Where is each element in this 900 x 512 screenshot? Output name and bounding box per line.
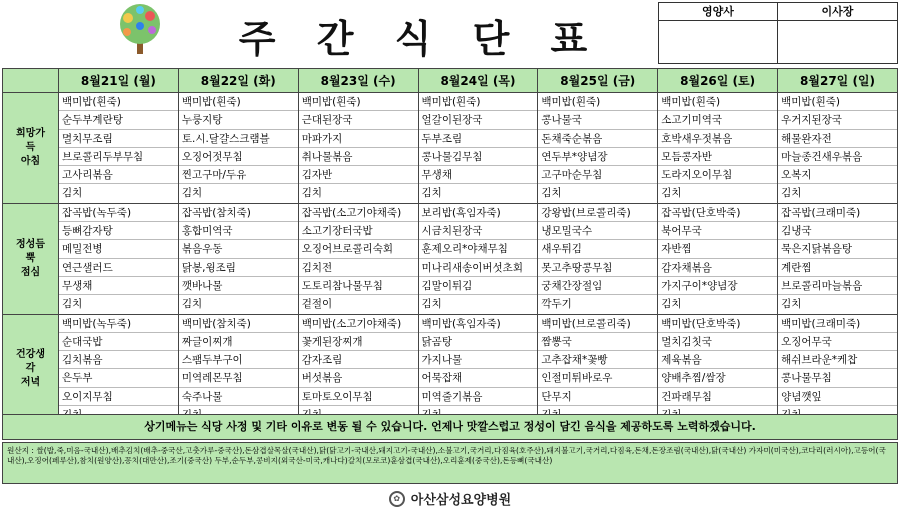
menu-item: 마파가지	[299, 130, 418, 148]
menu-item: 김치	[781, 187, 802, 200]
menu-item: 콩나물김무침	[419, 148, 538, 166]
menu-item: 백미밥(흑임자죽)	[419, 315, 538, 333]
menu-item: 김치	[541, 187, 562, 200]
menu-item: 순대국밥	[59, 333, 178, 351]
day-menu-cell	[418, 203, 538, 314]
menu-item: 김말이튀김	[419, 277, 538, 295]
day-menu-cell	[298, 314, 418, 425]
menu-item: 가지구이*양념장	[658, 277, 777, 295]
menu-item: 백미밥(흰죽)	[778, 93, 897, 111]
menu-item: 미역레몬무침	[179, 369, 298, 387]
menu-item: 오복지	[778, 166, 897, 184]
menu-item: 김치전	[299, 259, 418, 277]
menu-item: 순두부계란탕	[59, 111, 178, 129]
menu-item: 콩나물무침	[778, 369, 897, 387]
menu-item: 제육볶음	[658, 351, 777, 369]
day-header: 8월23일 (수)	[298, 69, 418, 93]
menu-item: 김치볶음	[59, 351, 178, 369]
menu-item: 백미밥(브로콜리죽)	[538, 315, 657, 333]
menu-item: 우거지된장국	[778, 111, 897, 129]
menu-item: 훈제오리*야채무침	[419, 240, 538, 258]
day-menu-cell	[59, 314, 179, 425]
menu-item: 깍두기	[541, 298, 572, 311]
menu-item: 양배추찜/쌈장	[658, 369, 777, 387]
day-header: 8월27일 (일)	[778, 69, 898, 93]
menu-item: 김치	[62, 187, 83, 200]
day-header: 8월26일 (토)	[658, 69, 778, 93]
menu-item: 백미밥(단호박죽)	[658, 315, 777, 333]
menu-item: 계란찜	[778, 259, 897, 277]
menu-item: 두부조림	[419, 130, 538, 148]
menu-item: 김치	[421, 298, 442, 311]
menu-item: 마늘종건새우볶음	[778, 148, 897, 166]
meal-label: 건강생 각 저녁	[3, 314, 59, 425]
day-menu-cell	[658, 93, 778, 204]
day-menu-cell	[59, 203, 179, 314]
menu-item: 백미밥(흰죽)	[299, 93, 418, 111]
menu-item: 연근샐러드	[59, 259, 178, 277]
menu-item: 은두부	[59, 369, 178, 387]
menu-item: 인절미튀바로우	[538, 369, 657, 387]
menu-item: 김자반	[299, 166, 418, 184]
menu-item: 겉절이	[301, 298, 333, 311]
menu-item: 미역줄기볶음	[419, 388, 538, 406]
menu-item: 토마토오이무침	[299, 388, 418, 406]
menu-item: 잡곡밥(소고기야채죽)	[299, 204, 418, 222]
menu-item: 궁채간장절임	[538, 277, 657, 295]
menu-item: 무생채	[419, 166, 538, 184]
day-header-row	[3, 69, 898, 93]
meal-label: 정성듬 뿍 점심	[3, 203, 59, 314]
menu-item: 닭봉,윙조림	[179, 259, 298, 277]
menu-item: 건파래무침	[658, 388, 777, 406]
menu-item: 짜글이찌개	[179, 333, 298, 351]
menu-item: 등뼈감자탕	[59, 222, 178, 240]
day-menu-cell	[298, 203, 418, 314]
menu-item: 근대된장국	[299, 111, 418, 129]
menu-item: 메밀전병	[59, 240, 178, 258]
day-menu-cell	[538, 93, 658, 204]
weekly-menu-table	[2, 68, 898, 425]
menu-item: 백미밥(흰죽)	[59, 93, 178, 111]
menu-change-notice: 상기메뉴는 식당 사정 및 기타 이유로 변동 될 수 있습니다. 언제나 맛깔스럽고 정성이 담긴 음식을 제공하도록 노력하겠습니다.	[2, 414, 898, 440]
menu-item: 백미밥(녹두죽)	[59, 315, 178, 333]
menu-item: 김치	[661, 298, 682, 311]
menu-item: 홍합미역국	[179, 222, 298, 240]
menu-item: 얼갈이된장국	[419, 111, 538, 129]
menu-item: 새우튀김	[538, 240, 657, 258]
page-title: 주 간 식 단 표	[238, 17, 602, 61]
day-header: 8월25일 (금)	[538, 69, 658, 93]
corner-cell	[3, 69, 59, 93]
menu-item: 잡곡밥(녹두죽)	[59, 204, 178, 222]
menu-item: 고추잡채*꽃빵	[538, 351, 657, 369]
menu-item: 짬뽕국	[538, 333, 657, 351]
menu-item: 김치	[62, 298, 83, 311]
hospital-emblem-icon: ✿	[389, 491, 405, 507]
footer	[0, 484, 900, 512]
day-menu-cell	[658, 203, 778, 314]
menu-item: 김치	[661, 187, 682, 200]
menu-item: 오징어무국	[778, 333, 897, 351]
menu-item: 백미밥(크래미죽)	[778, 315, 897, 333]
menu-item: 백미밥(소고기야채죽)	[299, 315, 418, 333]
approval-label-nutritionist: 영양사	[659, 3, 778, 21]
menu-item: 해쉬브라운*케찹	[778, 351, 897, 369]
day-menu-cell	[658, 314, 778, 425]
menu-item: 도라지오이무침	[658, 166, 777, 184]
menu-item: 연두부*양념장	[538, 148, 657, 166]
menu-item: 잡곡밥(크래미죽)	[778, 204, 897, 222]
menu-item: 도토리참나물무침	[299, 277, 418, 295]
menu-item: 김치	[781, 298, 802, 311]
day-menu-cell	[418, 93, 538, 204]
menu-item: 어묵잡채	[419, 369, 538, 387]
menu-item: 김치	[181, 187, 203, 200]
day-header: 8월24일 (목)	[418, 69, 538, 93]
day-menu-cell	[538, 314, 658, 425]
menu-item: 북어무국	[658, 222, 777, 240]
day-menu-cell	[298, 93, 418, 204]
menu-item: 무생채	[59, 277, 178, 295]
menu-item: 해물완자전	[778, 130, 897, 148]
menu-item: 돈채죽순볶음	[538, 130, 657, 148]
tree-logo-icon	[112, 2, 168, 58]
menu-item: 깻바나물	[179, 277, 298, 295]
menu-item: 콩나물국	[538, 111, 657, 129]
menu-item: 고사리볶음	[59, 166, 178, 184]
menu-item: 김치	[301, 187, 322, 200]
day-menu-cell	[178, 203, 298, 314]
approval-box	[658, 2, 898, 64]
menu-item: 시금치된장국	[419, 222, 538, 240]
menu-item: 고구마순무침	[538, 166, 657, 184]
menu-item: 김치	[181, 298, 203, 311]
day-menu-cell	[538, 203, 658, 314]
menu-item: 백미밥(참치죽)	[179, 315, 298, 333]
menu-item: 소고기미역국	[658, 111, 777, 129]
menu-item: 오이지무침	[59, 388, 178, 406]
menu-item: 김냉국	[778, 222, 897, 240]
menu-item: 잡곡밥(단호박죽)	[658, 204, 777, 222]
menu-item: 가지나물	[419, 351, 538, 369]
menu-item: 버섯볶음	[299, 369, 418, 387]
day-menu-cell	[778, 314, 898, 425]
hospital-name: 아산삼성요양병원	[410, 493, 512, 508]
menu-item: 백미밥(흰죽)	[538, 93, 657, 111]
day-menu-cell	[178, 314, 298, 425]
menu-item: 강왕밥(브로콜리죽)	[538, 204, 657, 222]
menu-item: 꽃게된장찌개	[299, 333, 418, 351]
menu-item: 못고추땅콩무침	[538, 259, 657, 277]
origin-info: 원산지 : 쌀(밥,죽,미음-국내산),배추김치(배추-중국산,고춧가루-중국산),돈삼겹살목살(국내산),닭(닭고기-국내산,돼지고기-국내산),소불고기,국거리,다짐육(호주산),돼지불고기,국거리,다짐육,돈채,돈장조림(국내산),닭(국내산) 가자미(미국산),코다리(러시아),고등어(국내산),오징어(페루산),참치(원양산),꽁치(대만산),조기(중국산) 두부,순두부,콩비지(외국산-미국,캐나다)갈치(모로코)훈삼겹(국내산),오리훈제(중국산),돈등뼈(국내산)	[2, 442, 898, 484]
menu-item: 멸치김칫국	[658, 333, 777, 351]
menu-item: 미나리새송이버섯초회	[419, 259, 538, 277]
day-menu-cell	[59, 93, 179, 204]
menu-item: 잡곡밥(참치죽)	[179, 204, 298, 222]
menu-item: 냉모밀국수	[538, 222, 657, 240]
menu-item: 단무지	[538, 388, 657, 406]
menu-item: 오징어브로콜리숙회	[299, 240, 418, 258]
menu-item: 모듬콩자반	[658, 148, 777, 166]
menu-item: 감자조림	[299, 351, 418, 369]
meal-row	[3, 93, 898, 204]
approval-sign-nutritionist	[659, 21, 778, 63]
day-header: 8월21일 (월)	[59, 69, 179, 93]
menu-item: 취나물볶음	[299, 148, 418, 166]
day-header: 8월22일 (화)	[178, 69, 298, 93]
meal-label: 희망가 득 아침	[3, 93, 59, 204]
menu-item: 닭곰탕	[419, 333, 538, 351]
menu-item: 찐고구마/두유	[179, 166, 298, 184]
menu-item: 백미밥(흰죽)	[179, 93, 298, 111]
menu-item: 호박새우젓볶음	[658, 130, 777, 148]
menu-item: 백미밥(흰죽)	[658, 93, 777, 111]
menu-item: 감자채볶음	[658, 259, 777, 277]
meal-row	[3, 314, 898, 425]
menu-item: 브로콜리두부무침	[59, 148, 178, 166]
day-menu-cell	[418, 314, 538, 425]
menu-item: 토.시.달걀스크램블	[179, 130, 298, 148]
meal-row	[3, 203, 898, 314]
menu-item: 스팸두부구이	[179, 351, 298, 369]
menu-item: 김치	[421, 187, 442, 200]
menu-item: 묵은지닭볶음탕	[778, 240, 897, 258]
approval-label-director: 이사장	[778, 3, 897, 21]
menu-item: 자반찜	[658, 240, 777, 258]
day-menu-cell	[778, 93, 898, 204]
menu-item: 볶음우동	[179, 240, 298, 258]
menu-item: 누룽지탕	[179, 111, 298, 129]
menu-item: 브로콜리마늘볶음	[778, 277, 897, 295]
menu-item: 양념깻잎	[778, 388, 897, 406]
menu-item: 숙주나물	[179, 388, 298, 406]
header	[0, 0, 900, 66]
approval-sign-director	[778, 21, 897, 63]
menu-item: 오징어젓무침	[179, 148, 298, 166]
menu-item: 보리밥(흑임자죽)	[419, 204, 538, 222]
day-menu-cell	[178, 93, 298, 204]
menu-item: 멸치무조림	[59, 130, 178, 148]
day-menu-cell	[778, 203, 898, 314]
menu-item: 백미밥(흰죽)	[419, 93, 538, 111]
menu-item: 소고기장터국밥	[299, 222, 418, 240]
